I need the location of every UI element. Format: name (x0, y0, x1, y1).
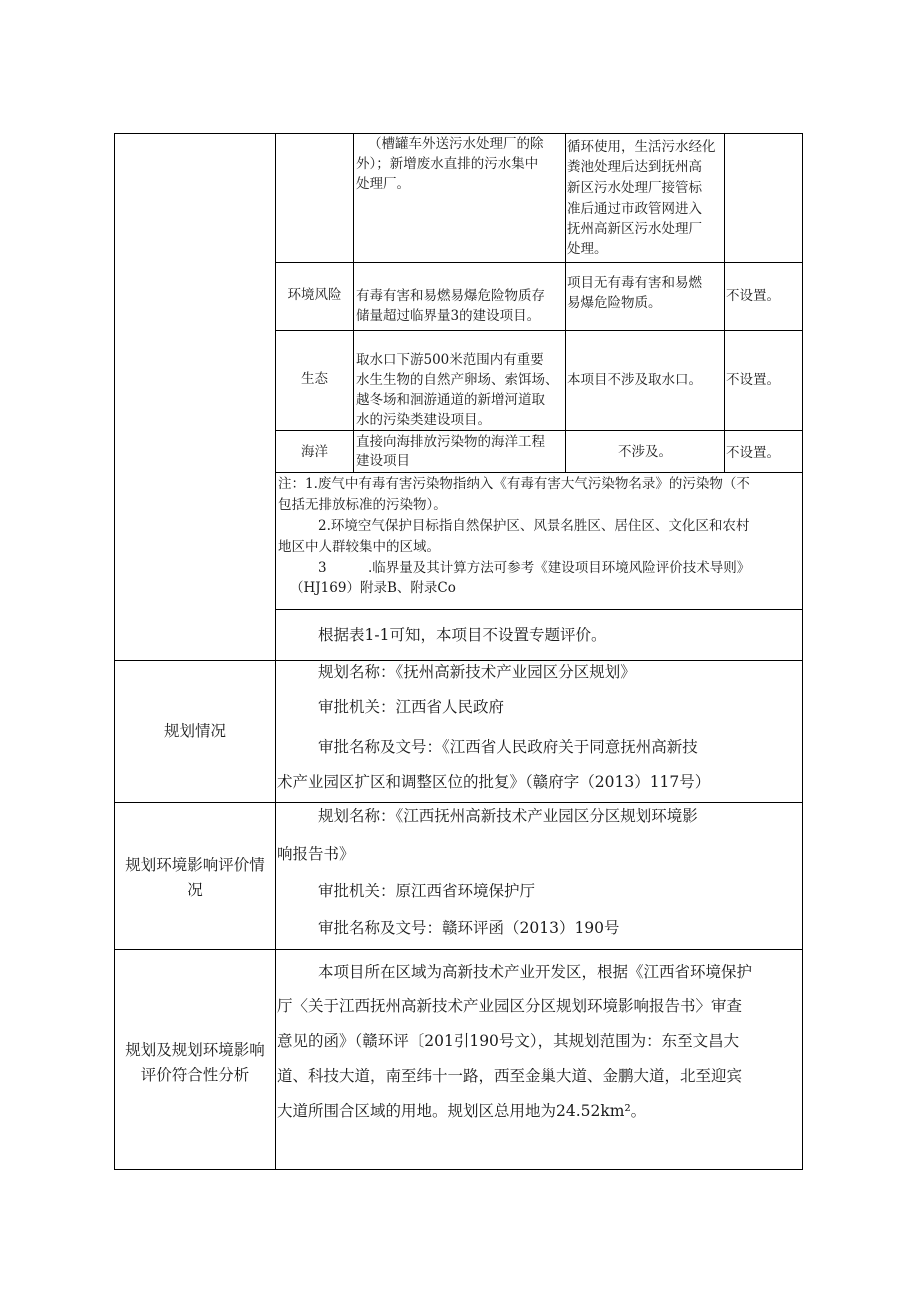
note-line-5: .临界量及其计算方法可参考《建设项目环境风险评价技术导则》 (368, 560, 751, 576)
planning-doc-line-1: 审批名称及文号：《江西省人民政府关于同意抚州高新技 (318, 738, 698, 756)
conformity-line-3: 意见的函》（赣环评〔201引190号文），其规划范围为：东至文昌大 (277, 1032, 740, 1050)
note-line-4: 地区中人群较集中的区域。 (278, 539, 440, 555)
risk-requirement-line-2: 储量超过临界量3的建设项目。 (356, 308, 541, 324)
note-line-6: （HJ169）附录B、附录Co (290, 580, 456, 596)
water-requirement-line-3: 处理厂。 (356, 176, 410, 192)
eco-conclusion: 不设置。 (726, 372, 780, 388)
conformity-label-line-1: 规划及规划环境影响 (125, 1041, 265, 1059)
eia-name-line-2: 响报告书》 (277, 845, 355, 863)
conformity-line-2: 厅〈关于江西抚州高新技术产业园区分区规划环境影响报告书〉审查 (277, 997, 743, 1015)
planning-label: 规划情况 (163, 722, 226, 740)
water-requirement-line-2: 外）；新增废水直排的污水集中 (356, 156, 539, 172)
conformity-line-5: 大道所围合区域的用地。规划区总用地为24.52km²。 (277, 1102, 647, 1120)
ocean-requirement-line-1: 直接向海排放污染物的海洋工程 (356, 434, 545, 450)
planning-authority: 审批机关：江西省人民政府 (318, 698, 505, 716)
water-status-line-3: 新区污水处理厂接管标 (567, 180, 702, 196)
note-line-2: 包括无排放标准的污染物）。 (278, 497, 447, 513)
eia-label-line-2: 况 (187, 881, 203, 899)
note-line-5-number: 3 (318, 560, 327, 576)
eco-status: 本项目不涉及取水口。 (567, 372, 702, 388)
eco-requirement-line-1: 取水口下游500米范围内有重要 (356, 352, 544, 368)
note-line-3: 2.环境空气保护目标指自然保护区、风景名胜区、居住区、文化区和农村 (318, 518, 750, 534)
ocean-conclusion: 不设置。 (726, 445, 780, 461)
water-status-line-6: 处理。 (567, 241, 608, 257)
risk-conclusion: 不设置。 (726, 288, 780, 304)
risk-category: 环境风险 (287, 287, 342, 303)
eco-requirement-line-4: 水的污染类建设项目。 (356, 412, 491, 428)
eia-authority: 审批机关：原江西省环境保护厅 (318, 882, 536, 900)
eco-category: 生态 (301, 371, 328, 387)
eia-doc: 审批名称及文号：赣环评函（2013）190号 (318, 919, 620, 937)
water-status-line-1: 循环使用，生活污水经化 (567, 139, 716, 155)
risk-status-line-2: 易爆危险物质。 (567, 295, 662, 311)
risk-status-line-1: 项目无有毒有害和易燃 (567, 275, 702, 291)
note-line-1: 注：1.废气中有毒有害污染物指纳入《有毒有害大气污染物名录》的污染物（不 (278, 476, 750, 492)
planning-name: 规划名称：《抚州高新技术产业园区分区规划》 (318, 663, 636, 681)
eia-label-line-1: 规划环境影响评价情 (125, 856, 265, 874)
ocean-status: 不涉及。 (618, 444, 672, 460)
water-requirement-line-1: （槽罐车外送污水处理厂的除 (368, 136, 544, 152)
planning-doc-line-2: 术产业园区扩区和调整区位的批复》（赣府字（2013）117号） (277, 773, 711, 791)
eia-name-line-1: 规划名称：《江西抚州高新技术产业园区分区规划环境影 (318, 807, 698, 825)
eco-requirement-line-2: 水生生物的自然产卵场、索饵场、 (356, 372, 559, 388)
water-status-line-5: 抚州高新区污水处理厂 (567, 221, 702, 237)
summary-text: 根据表1-1可知，本项目不设置专题评价。 (318, 626, 607, 644)
water-status-line-4: 准后通过市政管网进入 (567, 201, 702, 217)
risk-requirement-line-1: 有毒有害和易燃易爆危险物质存 (356, 288, 545, 304)
water-status-line-2: 粪池处理后达到抚州高 (567, 159, 702, 175)
conformity-label-line-2: 评价符合性分析 (140, 1066, 250, 1084)
ocean-requirement-line-2: 建设项目 (356, 453, 410, 469)
ocean-category: 海洋 (301, 444, 328, 460)
conformity-line-1: 本项目所在区域为高新技术产业开发区，根据《江西省环境保护 (318, 963, 753, 981)
eco-requirement-line-3: 越冬场和洄游通道的新增河道取 (356, 392, 545, 408)
conformity-line-4: 道、科技大道，南至纬十一路，西至金巢大道、金鹏大道，北至迎宾 (277, 1067, 743, 1085)
